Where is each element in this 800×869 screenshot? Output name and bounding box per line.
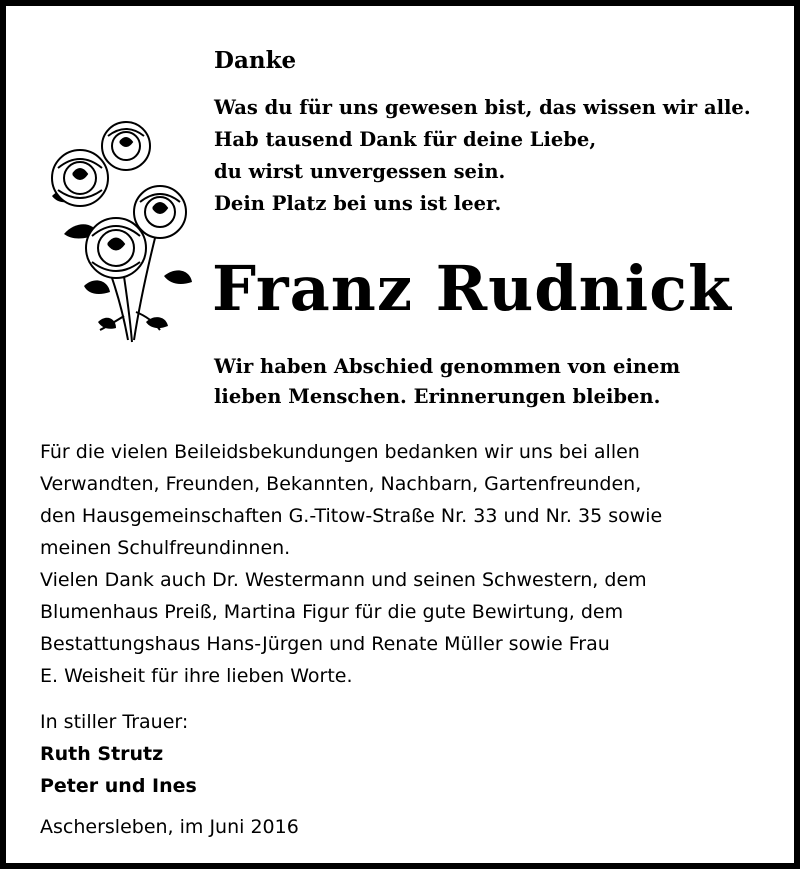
thanks-line: Blumenhaus Preiß, Martina Figur für die gute Bewirtung, dem [40, 601, 624, 623]
poem-line: Hab tausend Dank für deine Liebe, [214, 128, 597, 151]
poem [214, 92, 751, 220]
farewell-line: Wir haben Abschied genommen von einem [214, 355, 681, 378]
thanks-text [40, 436, 662, 692]
mourner-name: Ruth Strutz [40, 743, 164, 765]
poem-line: du wirst unvergessen sein. [214, 160, 506, 183]
thanks-line: Bestattungshaus Hans-Jürgen und Renate Müller sowie Frau [40, 633, 610, 655]
roses-icon [36, 116, 196, 344]
mourners-intro: In stiller Trauer: [40, 711, 189, 733]
thanks-line: E. Weisheit für ihre lieben Worte. [40, 665, 353, 687]
farewell-text [214, 352, 680, 412]
thanks-line: Verwandten, Freunden, Bekannten, Nachbarn, Gartenfreunden, [40, 473, 642, 495]
thanks-line: Für die vielen Beileidsbekundungen bedanken wir uns bei allen [40, 441, 640, 463]
farewell-line: lieben Menschen. Erinnerungen bleiben. [214, 385, 661, 408]
poem-line: Was du für uns gewesen bist, das wissen wir alle. [214, 96, 751, 119]
deceased-name: Franz Rudnick [212, 252, 732, 325]
thanks-line: meinen Schulfreundinnen. [40, 537, 291, 559]
poem-line: Dein Platz bei uns ist leer. [214, 192, 502, 215]
thanks-line: Vielen Dank auch Dr. Westermann und seinen Schwestern, dem [40, 569, 647, 591]
place-date: Aschersleben, im Juni 2016 [40, 816, 299, 838]
mourners [40, 706, 197, 802]
mourner-name: Peter und Ines [40, 775, 197, 797]
heading: Danke [214, 47, 297, 74]
thanks-line: den Hausgemeinschaften G.-Titow-Straße Nr. 33 und Nr. 35 sowie [40, 505, 663, 527]
